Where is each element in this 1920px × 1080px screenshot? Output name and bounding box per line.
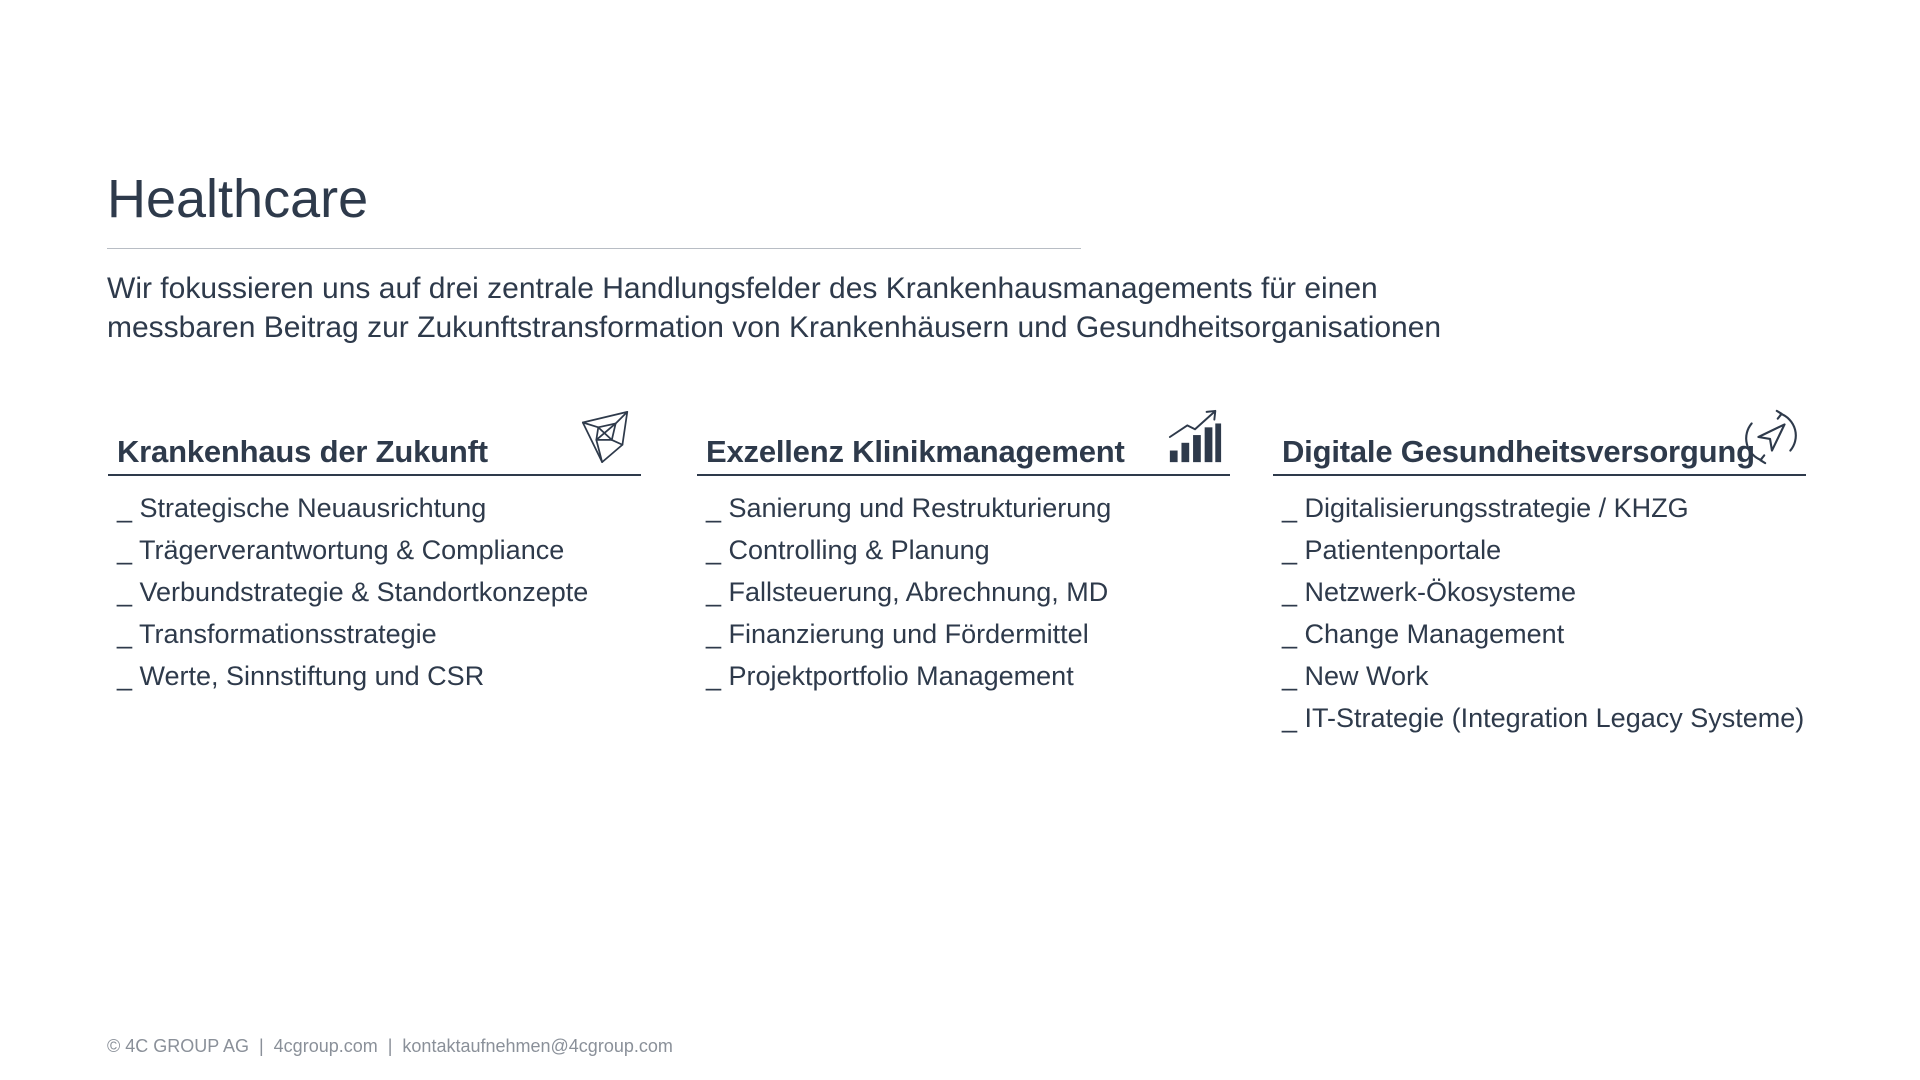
list-item: _ Sanierung und Restrukturierung <box>706 493 1112 523</box>
column-header <box>108 408 641 476</box>
list-item: _ Netzwerk-Ökosysteme <box>1282 577 1577 607</box>
column-heading: Exzellenz Klinikmanagement <box>706 434 1125 469</box>
column-heading: Krankenhaus der Zukunft <box>117 434 488 469</box>
intro-line-2: messbaren Beitrag zur Zukunftstransformation von Krankenhäusern und Gesundheitsorganisationen <box>107 311 1442 344</box>
column-exzellenz-klinikmanagement <box>697 408 1230 697</box>
list-item: _ Patientenportale <box>1282 535 1502 565</box>
hospital-3d-shape-icon <box>577 408 635 466</box>
footer-separator: | <box>387 1036 393 1056</box>
footer <box>107 1036 673 1057</box>
column-header <box>1273 408 1806 476</box>
footer-separator: | <box>258 1036 264 1056</box>
list-item: _ Strategische Neuausrichtung <box>117 493 487 523</box>
list-item: _ Verbundstrategie & Standortkonzepte <box>117 577 589 607</box>
list-item: _ Digitalisierungsstrategie / KHZG <box>1282 493 1689 523</box>
list-item: _ Trägerverantwortung & Compliance <box>117 535 565 565</box>
list-item: _ IT-Strategie (Integration Legacy Systeme) <box>1282 703 1805 733</box>
column-header <box>697 408 1230 476</box>
footer-website-link[interactable]: 4cgroup.com <box>273 1036 378 1056</box>
bar-chart-growth-icon <box>1166 408 1224 466</box>
page-title: Healthcare <box>107 169 369 229</box>
list-item: _ Transformationsstrategie <box>117 619 437 649</box>
item-list <box>697 476 1230 697</box>
list-item: _ Change Management <box>1282 619 1565 649</box>
title-divider <box>107 248 1081 249</box>
column-digitale-gesundheitsversorgung <box>1273 408 1806 739</box>
item-list <box>108 476 641 697</box>
item-list <box>1273 476 1806 739</box>
list-item: _ Fallsteuerung, Abrechnung, MD <box>706 577 1109 607</box>
list-item: _ Werte, Sinnstiftung und CSR <box>117 661 485 691</box>
list-item: _ Projektportfolio Management <box>706 661 1074 691</box>
intro-text <box>107 269 1667 347</box>
intro-line-1: Wir fokussieren uns auf drei zentrale Handlungsfelder des Krankenhausmanagements für einen <box>107 272 1378 305</box>
list-item: _ Controlling & Planung <box>706 535 990 565</box>
column-heading: Digitale Gesundheitsversorgung <box>1282 434 1755 469</box>
footer-company: © 4C GROUP AG <box>107 1036 249 1056</box>
navigation-cycle-icon <box>1742 408 1800 466</box>
list-item: _ Finanzierung und Fördermittel <box>706 619 1089 649</box>
column-krankenhaus-der-zukunft <box>108 408 641 697</box>
footer-email-link[interactable]: kontaktaufnehmen@4cgroup.com <box>402 1036 673 1056</box>
list-item: _ New Work <box>1282 661 1429 691</box>
